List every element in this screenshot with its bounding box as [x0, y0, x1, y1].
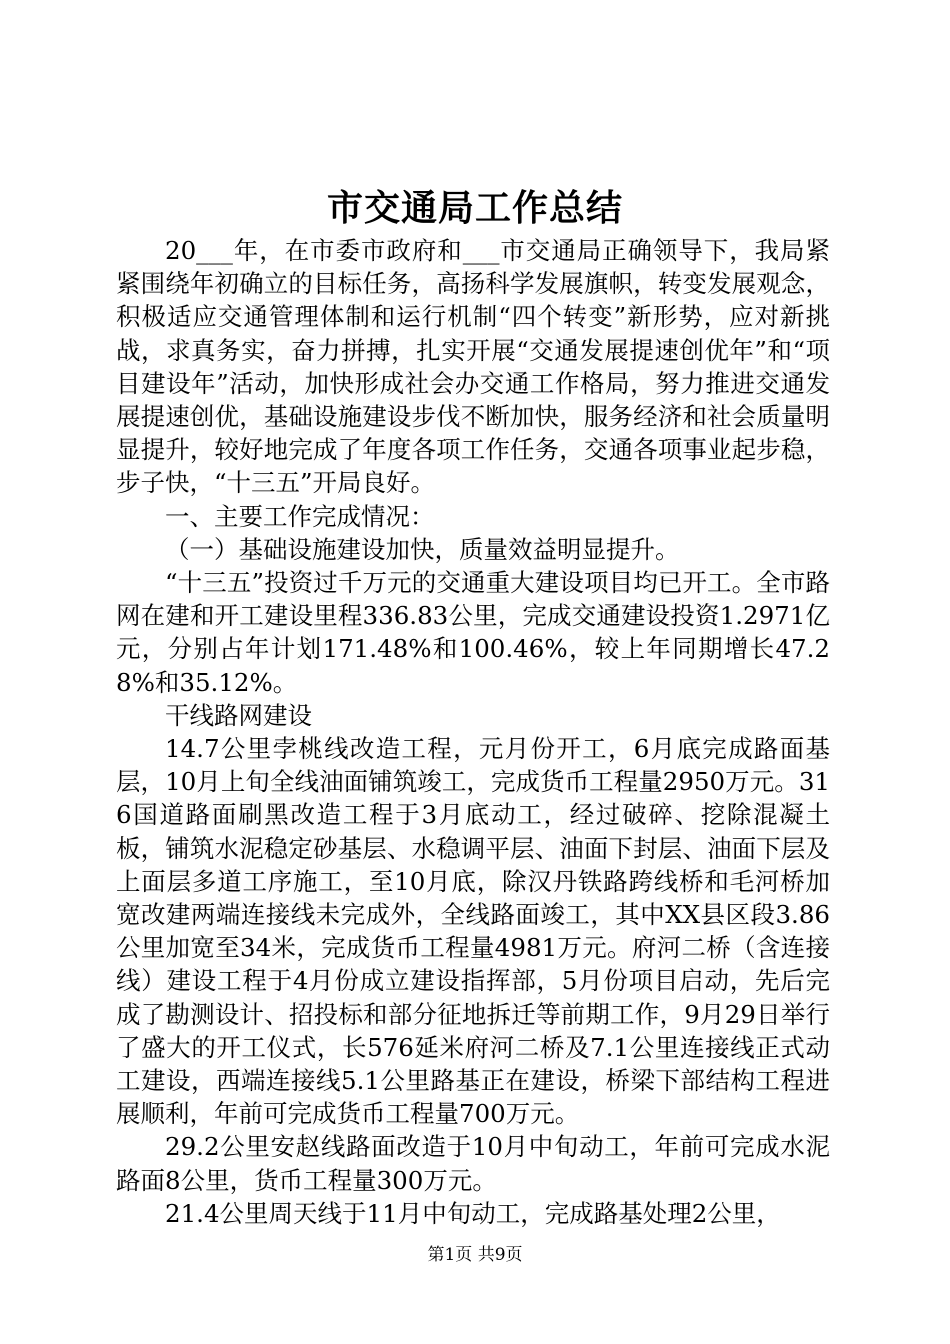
paragraph-intro: 20___年，在市委市政府和___市交通局正确领导下，我局紧紧围绕年初确立的目标任务，高扬科学发展旗帜，转变发展观念，积极适应交通管理体制和运行机制“四个转变”新形势，应对新挑战，求真务实，奋力拼搏，扎实开展“交通发展提速创优年”和“项目建设年”活动，加快形成社会办交通工作格局，努力推进交通发展提速创优，基础设施建设步伐不断加快，服务经济和社会质量明显提升，较好地完成了年度各项工作任务，交通各项事业起步稳，步子快，“十三五”开局良好。 [116, 236, 830, 498]
subsection-heading: （一）基础设施建设加快，质量效益明显提升。 [165, 534, 680, 564]
paragraph-anzhao-line: 29.2公里安赵线路面改造于10月中旬动工，年前可完成水泥路面8公里，货币工程量300万元。 [116, 1132, 830, 1195]
paragraph-trunk-roads: 14.7公里孛桃线改造工程，元月份开工，6月底完成路面基层，10月上旬全线油面铺筑竣工，完成货币工程量2950万元。316国道路面刷黑改造工程于3月底动工，经过破碎、挖除混凝土板，铺筑水泥稳定砂基层、水稳调平层、油面下封层、油面下层及上面层多道工序施工，至10月底，除汉丹铁路跨线桥和毛河桥加宽改建两端连接线未完成外，全线路面竣工，其中XX县区段3.86公里加宽至34米，完成货币工程量4981万元。府河二桥（含连接线）建设工程于4月份成立建设指挥部，5月份项目启动，先后完成了勘测设计、招投标和部分征地拆迁等前期工作，9月29日举行了盛大的开工仪式，长576延米府河二桥及7.1公里连接线正式动工建设，西端连接线5.1公里路基正在建设，桥梁下部结构工程进展顺利，年前可完成货币工程量700万元。 [116, 734, 830, 1129]
paragraph-investment: “十三五”投资过千万元的交通重大建设项目均已开工。全市路网在建和开工建设里程336.83公里，完成交通建设投资1.2971亿元，分别占年计划171.48%和100.46%，较上年同期增长47.28%和35.12%。 [116, 568, 830, 697]
paragraph-heading-trunk-roads: 干线路网建设 [165, 700, 312, 730]
document-title: 市交通局工作总结 [326, 187, 623, 229]
paragraph-zhoutian-line: 21.4公里周天线于11月中旬动工，完成路基处理2公里， [165, 1198, 781, 1228]
page-footer: 第1页 共9页 [427, 1245, 523, 1265]
document-body [116, 234, 830, 1230]
section-heading: 一、主要工作完成情况： [165, 501, 435, 531]
